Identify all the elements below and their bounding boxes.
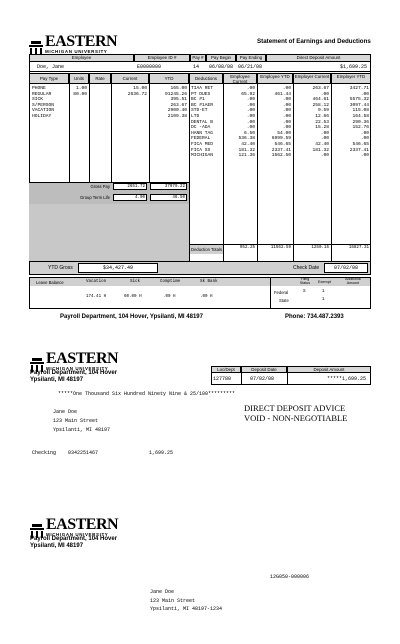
col-line [89, 84, 90, 182]
label-employee-id: Employee ID # [134, 54, 190, 62]
pay-begin: 06/08/08 [209, 64, 234, 70]
ded-name-cell: HANN TAG [191, 130, 214, 136]
ded-emp-ytd-cell: .00 [282, 86, 291, 91]
earn-units [69, 86, 87, 120]
earn-h-units: Units [69, 73, 89, 84]
void-notice [244, 403, 347, 423]
ded-emp-current-cell: 181.32 [238, 147, 255, 153]
statement-title: Statement of Earnings and Deductions [257, 38, 371, 45]
check-date-value: 07/02/08 [324, 263, 368, 273]
ded-emp-ytd-cell: .00 [282, 119, 291, 125]
ded-er-ytd-cell: 5575.32 [349, 97, 369, 103]
check-date-label: Check Date [293, 265, 320, 271]
ded-emp-current-cell: .00 [246, 102, 255, 108]
logo-sub: MICHIGAN UNIVERSITY [46, 366, 109, 371]
ded-name-cell: FICA MED [191, 141, 214, 147]
earn-ytd [149, 86, 187, 120]
stub-h-amount: Deposit Amount [287, 366, 371, 373]
earn-type-cell: PHONE [32, 86, 46, 91]
envelope-address-line2: Ypsilanti, MI 48197 [30, 543, 84, 549]
footer-address: Payroll Department, 104 Hover, Ypsilanti, MI 48197 [60, 314, 203, 320]
stub-date: 07/02/08 [250, 376, 275, 382]
ded-er-current-cell: .00 [320, 130, 329, 136]
ded-er-ytd-cell: 3097.44 [349, 102, 369, 108]
ded-er-current-cell: 181.32 [312, 147, 329, 153]
group-term-ytd: 46.50 [150, 194, 187, 201]
earn-type-cell: S/PERSON [32, 102, 55, 108]
earn-ytd-cell: 165.00 [170, 86, 187, 91]
earn-type-cell: SICK [32, 97, 44, 103]
ded-name-cell: PT DUES [191, 91, 211, 97]
ded-er-ytd-cell: 152.76 [352, 125, 369, 131]
leave-h-skbank: Sk Bank [200, 280, 218, 284]
ded-emp-current-cell: 42.40 [241, 141, 255, 147]
leave-label: Leave Balance [36, 280, 64, 285]
earn-current-cell: 2636.72 [127, 91, 147, 97]
earn-ytd-cell: 395.51 [170, 97, 187, 103]
leave-sick: 60.00 H [124, 295, 142, 299]
ded-emp-current-cell: .00 [246, 113, 255, 119]
earn-h-current: Current [111, 73, 149, 84]
checking-label: Checking [32, 450, 57, 456]
ded-emp-current-cell: .00 [246, 86, 255, 91]
col-line [189, 73, 190, 261]
ded-er-ytd-cell: 164.58 [352, 113, 369, 119]
leave-h-comptime: Comptime [160, 280, 181, 284]
label-pay-end: Pay Ending [236, 54, 266, 62]
ded-er-current-cell: 12.66 [315, 113, 329, 119]
tax-h-additional: Additional Amount [345, 277, 361, 285]
eastern-logo [29, 34, 117, 55]
checking-number: 0342251467 [68, 450, 99, 456]
envelope-code: 12G050-000006 [270, 574, 310, 580]
logo-sub: MICHIGAN UNIVERSITY [46, 532, 109, 537]
ded-er-current [293, 86, 329, 159]
earn-h-ytd: YTD [149, 73, 189, 84]
earn-current-cell: 15.00 [133, 86, 147, 91]
ded-emp-ytd-cell: 54.00 [277, 130, 291, 136]
ded-er-ytd-cell: .00 [360, 91, 369, 97]
ded-er-current-cell: 258.12 [312, 102, 329, 108]
ded-er-current-cell: .00 [320, 153, 329, 159]
ded-h-name: Deductions [189, 73, 223, 84]
tax-state-exempt: 1 [322, 298, 325, 302]
ded-emp-ytd [257, 86, 291, 159]
stub-payee [53, 408, 110, 435]
ded-total-emp-ytd: 11562.59 [270, 246, 291, 250]
group-term-label: Group Term Life [80, 195, 110, 200]
stub-payee-name: Jane Doe [53, 409, 78, 415]
earn-h-type: Pay Type [29, 73, 69, 84]
eastern-logo [30, 517, 118, 538]
gross-blank [29, 204, 189, 261]
ded-emp-current-cell: .00 [246, 108, 255, 114]
ded-emp-current-cell: .00 [246, 125, 255, 131]
ded-total-er-current: 1250.15 [311, 246, 329, 250]
stub-h-date: Deposit Date [241, 366, 287, 373]
ded-name-cell: BC #1AER [191, 102, 214, 108]
ded-emp-current-cell: 6.50 [243, 130, 255, 136]
ded-er-ytd-cell: 3427.71 [349, 86, 369, 91]
label-employee: Employee [29, 54, 134, 62]
employee-id: E0000000 [137, 64, 162, 70]
ded-er-current-cell: 42.40 [315, 141, 329, 147]
ded-emp-ytd-cell: 2337.41 [271, 147, 291, 153]
group-term-current: 4.00 [113, 194, 147, 201]
tax-h-exempt: Exempt [318, 280, 331, 284]
ded-h-er-current: Employer Current [293, 73, 331, 84]
earn-type-cell: REGULAR [32, 91, 52, 97]
ded-names [191, 86, 213, 159]
gross-label: Gross Pay [90, 184, 110, 189]
ded-emp-current-cell: 536.38 [238, 136, 255, 142]
ded-er-current-cell: 15.28 [315, 125, 329, 131]
stub-loc: 127780 [213, 376, 232, 382]
ded-name-cell: BC #1 [191, 97, 205, 103]
envelope-address [30, 536, 117, 550]
envelope-payee [150, 588, 222, 614]
ded-er-current-cell: 9.59 [317, 108, 329, 114]
envelope-payee-name: Jane Doe [150, 589, 175, 595]
logo-sub: MICHIGAN UNIVERSITY [45, 49, 108, 54]
ded-emp-ytd-cell: 6999.59 [271, 136, 291, 142]
ytd-gross-label: YTD Gross [48, 265, 73, 271]
leave-comptime: .00 H [163, 295, 176, 299]
leave-skbank: .00 H [200, 295, 213, 299]
ded-emp-ytd-cell: 461.44 [274, 91, 291, 97]
tax-state-label: State [279, 298, 289, 303]
pay-number: 14 [193, 64, 200, 70]
ded-er-ytd [331, 86, 369, 159]
ded-er-current-cell: .00 [320, 91, 329, 97]
leave-header-band [30, 278, 270, 286]
building-icon [29, 41, 43, 55]
footer-phone: Phone: 734.487.2393 [285, 314, 344, 320]
earn-ytd-cell: 91245.26 [164, 91, 187, 97]
ded-name-cell: FEDERAL [191, 136, 211, 142]
divider [241, 373, 242, 385]
label-pay-no: Pay # [190, 54, 206, 62]
ded-h-emp-ytd: Employee YTD [257, 73, 293, 84]
ded-name-cell: DENTAL B [191, 119, 214, 125]
ded-er-current-cell: .00 [320, 136, 329, 142]
ded-er-ytd-cell: 546.65 [352, 141, 369, 147]
earn-units-cell: 80.00 [73, 91, 87, 97]
logo-name: EASTERN [46, 350, 119, 367]
envelope-address-line1: Payroll Department, 104 Hover [30, 536, 118, 542]
label-deposit: Direct Deposit Amount [266, 54, 371, 62]
ded-emp-current-cell: 121.36 [238, 153, 255, 159]
earn-ytd-cell: 263.67 [170, 102, 187, 108]
ded-emp-current-cell: 65.92 [241, 91, 255, 97]
gross-ytd: 37079.22 [150, 183, 187, 190]
ded-name-cell: LTD [191, 113, 200, 119]
leave-h-vacation: Vacation [86, 280, 107, 284]
ded-er-ytd-cell: 290.36 [352, 119, 369, 125]
employee-name: Doe, Jane [37, 64, 65, 70]
earn-type-cell: HOLIDAY [32, 113, 52, 119]
deposit-amount: $1,699.25 [339, 64, 367, 70]
tax-federal-status: S [303, 290, 306, 294]
ded-totals-label: Deduction Totals [191, 247, 222, 252]
ded-emp-ytd-cell: 1562.50 [271, 153, 291, 159]
ded-name-cell: FICA SS [191, 147, 211, 153]
tax-federal-exempt: 1 [322, 290, 325, 294]
void-title: VOID - NON-NEGOTIABLE [244, 413, 348, 423]
ded-er-current-cell: 22.53 [315, 119, 329, 125]
ded-er-ytd-cell: .00 [360, 130, 369, 136]
tax-h-filing: Filing Status [299, 277, 311, 285]
stub-address [30, 370, 117, 384]
earn-type-cell: VACATION [32, 108, 55, 114]
gross-current: 2651.72 [113, 183, 147, 190]
label-pay-begin: Pay Begin [206, 54, 236, 62]
ded-er-current-cell: 464.61 [312, 97, 329, 103]
ded-emp-current [223, 86, 255, 159]
stub-address-line2: Ypsilanti, MI 48197 [30, 377, 84, 383]
ded-name-cell: TIAA RET [191, 86, 214, 91]
ded-total-emp-current: 952.25 [239, 246, 255, 250]
divider [287, 373, 288, 385]
ded-total-er-ytd: 15827.31 [348, 246, 369, 250]
leave-h-sick: Sick [130, 280, 141, 284]
logo-name: EASTERN [45, 33, 118, 50]
stub-amount-words: *****One Thousand Six Hundred Ninety Nine & 25/100********* [58, 391, 236, 397]
ded-er-ytd-cell: .00 [360, 136, 369, 142]
earn-ytd-cell: 2109.38 [167, 113, 187, 119]
stub-h-loc: Loc/Dept [211, 366, 241, 373]
ded-h-er-ytd: Employer YTD [331, 73, 371, 84]
ytd-gross-value: $34,427.49 [78, 263, 158, 273]
earn-ytd-cell: 2900.40 [167, 108, 187, 114]
ded-emp-ytd-cell: .00 [282, 97, 291, 103]
ded-er-ytd-cell: 2337.41 [349, 147, 369, 153]
ded-er-current-cell: 263.67 [312, 86, 329, 91]
leave-vacation: 174.41 H [86, 295, 107, 299]
ded-emp-ytd-cell: .00 [282, 113, 291, 119]
earn-current-cell [111, 114, 147, 120]
earn-units-cell: 1.00 [75, 86, 87, 91]
ded-emp-ytd-cell: .00 [282, 108, 291, 114]
stub-payee-street: 123 Main Street [53, 418, 99, 424]
divider [29, 71, 371, 72]
earn-units-cell [69, 114, 87, 120]
stub-address-line1: Payroll Department, 104 Hover [30, 370, 118, 376]
eastern-logo [30, 351, 118, 372]
ded-er-ytd-cell: .00 [360, 153, 369, 159]
pay-end: 06/21/08 [238, 64, 263, 70]
logo-name: EASTERN [46, 516, 119, 533]
ded-emp-ytd-cell: .00 [282, 125, 291, 131]
envelope-payee-street: 123 Main Street [150, 597, 196, 604]
earn-h-rate: Rate [89, 73, 111, 84]
earn-types [32, 86, 54, 120]
ded-emp-ytd-cell: 546.65 [274, 141, 291, 147]
header-labels [29, 54, 371, 62]
stub-amount: *****1,699.25 [326, 376, 366, 382]
ded-h-emp-current: Employee Current [223, 73, 257, 84]
tax-federal-label: Federal [274, 290, 289, 295]
stub-payee-city: Ypsilanti, MI 48197 [53, 427, 111, 433]
checking-amount: 1,699.25 [149, 450, 174, 456]
ded-emp-current-cell: .00 [246, 119, 255, 125]
ded-name-cell: MICHIGAN [191, 153, 214, 159]
ded-name-cell: DC -ADA [191, 125, 211, 131]
ded-emp-ytd-cell: .00 [282, 102, 291, 108]
header-values [29, 62, 371, 71]
advice-title: DIRECT DEPOSIT ADVICE [244, 403, 346, 413]
earn-current [111, 86, 147, 120]
ded-name-cell: STD-ET [191, 108, 208, 114]
envelope-payee-city: Ypsilanti, MI 48197-1234 [150, 606, 223, 612]
ded-emp-current-cell: .00 [246, 97, 255, 103]
ded-er-ytd-cell: 115.08 [352, 108, 369, 114]
